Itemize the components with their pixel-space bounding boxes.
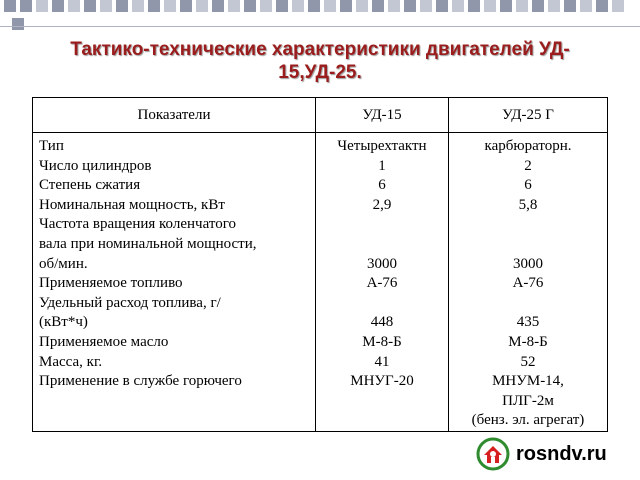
ud25-power: 5,8 [518, 196, 538, 213]
header-ud15: УД-15 [316, 98, 449, 133]
parameters-column [33, 133, 316, 432]
decorative-squares-strip [0, 0, 640, 38]
ud25-application-extra-2: (бенз. эл. агрегат) [471, 412, 585, 429]
param-power: Номинальная мощность, кВт [39, 196, 225, 213]
ud15-fuel: А-76 [366, 275, 398, 292]
ud25-application-extra-1: ПЛГ-2м [502, 392, 554, 409]
decorative-squares-icon [0, 0, 640, 38]
ud15-compression: 6 [378, 177, 386, 194]
ud15-rpm: 3000 [367, 255, 397, 272]
slide-title-line-1: Тактико-технические характеристики двигателей УД- [70, 39, 570, 60]
ud15-mass: 41 [374, 353, 390, 370]
param-type: Тип [39, 138, 64, 154]
ud15-power: 2,9 [372, 196, 392, 213]
param-cylinders: Число цилиндров [39, 157, 152, 174]
ud15-application: МНУГ-20 [350, 373, 414, 390]
house-key-logo-icon [474, 436, 512, 472]
ud15-type: Четырехтактн [337, 138, 427, 154]
ud25-consumption: 435 [516, 314, 540, 331]
watermark-text: rosndv.ru [516, 442, 607, 465]
ud25-compression: 6 [524, 177, 532, 194]
slide-title [30, 38, 610, 84]
watermark-logo [474, 436, 640, 472]
slide-title-line-2: 15,УД-25. [278, 62, 362, 83]
ud15-cylinders: 1 [378, 157, 386, 174]
header-parameters: Показатели [33, 98, 316, 133]
param-consumption-line-2: (кВт*ч) [39, 314, 88, 331]
engine-spec-table [32, 97, 608, 432]
table-row [33, 133, 608, 432]
param-oil: Применяемое масло [39, 333, 169, 350]
param-rpm-line-1: Частота вращения коленчатого [39, 216, 236, 233]
ud25-oil: М-8-Б [508, 333, 548, 350]
table-header-row [33, 98, 608, 133]
ud25-type: карбюраторн. [484, 138, 572, 154]
ud25-mass: 52 [520, 353, 536, 370]
param-consumption-line-1: Удельный расход топлива, г/ [39, 294, 221, 311]
param-rpm-line-2: вала при номинальной мощности, [39, 235, 257, 252]
ud15-column [316, 133, 449, 432]
ud25-cylinders: 2 [524, 157, 532, 174]
ud25-rpm: 3000 [513, 255, 543, 272]
ud25-column [449, 133, 608, 432]
ud25-fuel: А-76 [512, 275, 544, 292]
header-ud25: УД-25 Г [449, 98, 608, 133]
ud15-consumption: 448 [370, 314, 394, 331]
param-compression: Степень сжатия [39, 177, 141, 194]
param-mass: Масса, кг. [39, 353, 103, 370]
param-fuel: Применяемое топливо [39, 275, 183, 292]
param-rpm-line-3: об/мин. [39, 255, 88, 272]
param-application: Применение в службе горючего [39, 373, 242, 390]
ud15-oil: М-8-Б [362, 333, 402, 350]
ud25-application: МНУМ-14, [492, 373, 564, 390]
